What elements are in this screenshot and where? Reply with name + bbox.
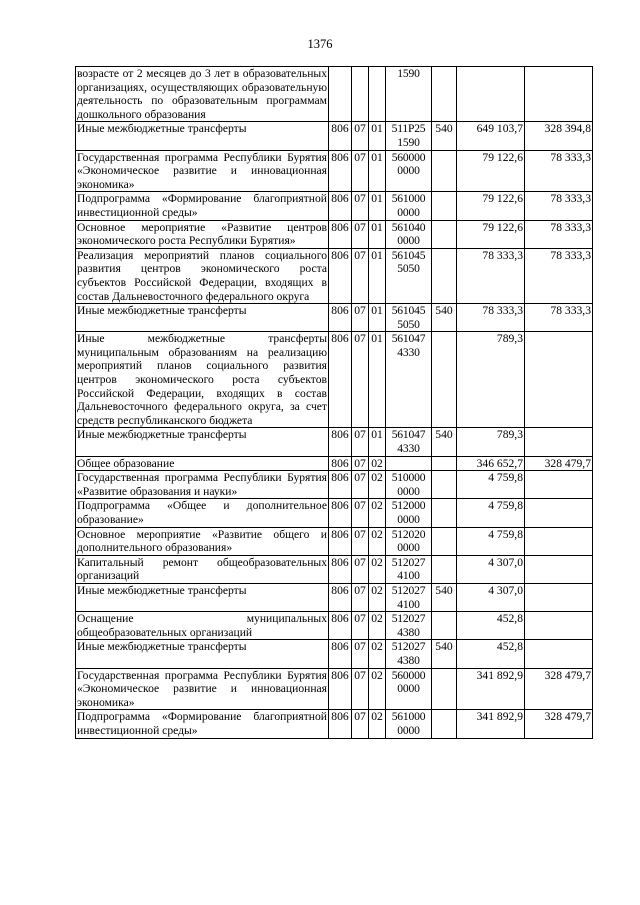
subsection-code-cell: 02 xyxy=(369,710,386,738)
subsection-code-cell: 02 xyxy=(369,456,386,471)
ved-code-cell: 806 xyxy=(329,640,352,668)
expense-type-cell: 540 xyxy=(432,428,457,456)
amount-cell: 789,3 xyxy=(457,428,525,456)
target-article-cell: 561000 0000 xyxy=(386,710,432,738)
expense-type-cell xyxy=(432,471,457,499)
row-name-cell: Основное мероприятие «Развитие центров экономического роста Республики Бурятия» xyxy=(77,220,327,248)
table-body xyxy=(76,67,593,739)
target-article-cell: 512027 4380 xyxy=(386,640,432,668)
page-number: 1376 xyxy=(307,37,333,51)
expense-type-cell xyxy=(432,150,457,192)
table-row xyxy=(76,668,593,710)
target-article-cell: 510000 0000 xyxy=(386,471,432,499)
expense-type-cell xyxy=(432,668,457,710)
ved-code-cell: 806 xyxy=(329,192,352,220)
row-name-cell: Подпрограмма «Общее и дополнительное образование» xyxy=(77,499,327,526)
table-row xyxy=(76,122,593,150)
target-article-cell: 560000 0000 xyxy=(386,150,432,192)
expense-type-cell: 540 xyxy=(432,583,457,611)
target-article-cell: 1590 xyxy=(386,67,432,122)
amount-cell-second: 328 394,8 xyxy=(525,122,593,150)
target-article-cell: 511P25 1590 xyxy=(386,122,432,150)
section-code-cell: 07 xyxy=(352,640,369,668)
ved-code-cell: 806 xyxy=(329,612,352,640)
amount-cell-second: 328 479,7 xyxy=(525,668,593,710)
amount-cell: 4 759,8 xyxy=(457,527,525,555)
subsection-code-cell: 01 xyxy=(369,428,386,456)
subsection-code-cell: 02 xyxy=(369,527,386,555)
subsection-code-cell: 01 xyxy=(369,220,386,248)
table-row xyxy=(76,527,593,555)
target-article-cell: 560000 0000 xyxy=(386,668,432,710)
section-code-cell: 07 xyxy=(352,583,369,611)
amount-cell: 452,8 xyxy=(457,612,525,640)
ved-code-cell: 806 xyxy=(329,304,352,332)
table-row xyxy=(76,456,593,471)
amount-cell: 4 759,8 xyxy=(457,471,525,499)
target-article-cell: 561045 5050 xyxy=(386,304,432,332)
amount-cell-second xyxy=(525,640,593,668)
expense-type-cell xyxy=(432,710,457,738)
section-code-cell xyxy=(352,67,369,122)
subsection-code-cell: 02 xyxy=(369,555,386,583)
section-code-cell: 07 xyxy=(352,428,369,456)
section-code-cell: 07 xyxy=(352,122,369,150)
ved-code-cell: 806 xyxy=(329,428,352,456)
ved-code-cell: 806 xyxy=(329,248,352,303)
row-name-cell: Подпрограмма «Формирование благоприятной инвестиционной среды» xyxy=(77,710,327,737)
target-article-cell: 561047 4330 xyxy=(386,332,432,428)
amount-cell-second: 78 333,3 xyxy=(525,248,593,303)
section-code-cell: 07 xyxy=(352,668,369,710)
ved-code-cell xyxy=(329,67,352,122)
target-article-cell: 512027 4100 xyxy=(386,583,432,611)
amount-cell: 789,3 xyxy=(457,332,525,428)
ved-code-cell: 806 xyxy=(329,471,352,499)
table-row xyxy=(76,332,593,428)
table-row xyxy=(76,612,593,640)
target-article-cell: 561000 0000 xyxy=(386,192,432,220)
amount-cell: 79 122,6 xyxy=(457,192,525,220)
amount-cell xyxy=(457,67,525,122)
expense-type-cell xyxy=(432,192,457,220)
subsection-code-cell xyxy=(369,67,386,122)
subsection-code-cell: 02 xyxy=(369,668,386,710)
ved-code-cell: 806 xyxy=(329,555,352,583)
amount-cell: 78 333,3 xyxy=(457,304,525,332)
amount-cell: 78 333,3 xyxy=(457,248,525,303)
ved-code-cell: 806 xyxy=(329,122,352,150)
amount-cell-second: 78 333,3 xyxy=(525,304,593,332)
table-row xyxy=(76,248,593,303)
row-name-cell: Государственная программа Республики Бурятия «Экономическое развитие и инновационная экономика» xyxy=(77,150,327,191)
ved-code-cell: 806 xyxy=(329,220,352,248)
row-name-cell: Государственная программа Республики Бурятия «Развитие образования и науки» xyxy=(77,471,327,498)
expense-type-cell xyxy=(432,248,457,303)
section-code-cell: 07 xyxy=(352,499,369,527)
target-article-cell: 512000 0000 xyxy=(386,499,432,527)
subsection-code-cell: 02 xyxy=(369,583,386,611)
ved-code-cell: 806 xyxy=(329,583,352,611)
ved-code-cell: 806 xyxy=(329,499,352,527)
row-name-cell: Иные межбюджетные трансферты xyxy=(76,583,329,611)
amount-cell: 341 892,9 xyxy=(457,710,525,738)
amount-cell-second: 78 333,3 xyxy=(525,150,593,192)
expense-type-cell xyxy=(432,612,457,640)
target-article-cell xyxy=(386,456,432,471)
amount-cell-second: 78 333,3 xyxy=(525,192,593,220)
table-row xyxy=(76,471,593,499)
amount-cell: 4 759,8 xyxy=(457,499,525,527)
table-row xyxy=(76,428,593,456)
section-code-cell: 07 xyxy=(352,150,369,192)
amount-cell-second: 328 479,7 xyxy=(525,456,593,471)
amount-cell-second xyxy=(525,67,593,122)
table-row xyxy=(76,150,593,192)
expense-type-cell xyxy=(432,555,457,583)
amount-cell-second xyxy=(525,527,593,555)
row-name-cell: Иные межбюджетные трансферты xyxy=(76,122,329,150)
subsection-code-cell: 01 xyxy=(369,248,386,303)
table-row xyxy=(76,304,593,332)
expense-type-cell: 540 xyxy=(432,304,457,332)
amount-cell: 341 892,9 xyxy=(457,668,525,710)
table-row xyxy=(76,220,593,248)
section-code-cell: 07 xyxy=(352,456,369,471)
ved-code-cell: 806 xyxy=(329,668,352,710)
target-article-cell: 561047 4330 xyxy=(386,428,432,456)
expense-type-cell xyxy=(432,67,457,122)
expense-type-cell xyxy=(432,332,457,428)
amount-cell: 79 122,6 xyxy=(457,220,525,248)
expense-type-cell xyxy=(432,220,457,248)
ved-code-cell: 806 xyxy=(329,150,352,192)
table-row xyxy=(76,583,593,611)
ved-code-cell: 806 xyxy=(329,527,352,555)
row-name-cell: Государственная программа Республики Бурятия «Экономическое развитие и инновационная экономика» xyxy=(77,668,327,709)
amount-cell-second xyxy=(525,332,593,428)
expense-type-cell xyxy=(432,527,457,555)
amount-cell-second xyxy=(525,499,593,527)
ved-code-cell: 806 xyxy=(329,332,352,428)
amount-cell-second xyxy=(525,555,593,583)
amount-cell-second xyxy=(525,471,593,499)
amount-cell: 79 122,6 xyxy=(457,150,525,192)
section-code-cell: 07 xyxy=(352,710,369,738)
amount-cell: 649 103,7 xyxy=(457,122,525,150)
expense-type-cell xyxy=(432,499,457,527)
target-article-cell: 512027 4380 xyxy=(386,612,432,640)
section-code-cell: 07 xyxy=(352,612,369,640)
subsection-code-cell: 02 xyxy=(369,640,386,668)
section-code-cell: 07 xyxy=(352,248,369,303)
row-name-cell: Основное мероприятие «Развитие общего и дополнительного образования» xyxy=(77,527,327,555)
row-name-cell: Иные межбюджетные трансферты xyxy=(76,304,329,332)
expense-type-cell: 540 xyxy=(432,122,457,150)
target-article-cell: 561040 0000 xyxy=(386,220,432,248)
budget-table xyxy=(75,66,593,739)
expense-type-cell: 540 xyxy=(432,640,457,668)
row-name-cell: Иные межбюджетные трансферты xyxy=(76,640,329,668)
amount-cell-second: 328 479,7 xyxy=(525,710,593,738)
amount-cell: 4 307,0 xyxy=(457,555,525,583)
target-article-cell: 561045 5050 xyxy=(386,248,432,303)
subsection-code-cell: 02 xyxy=(369,471,386,499)
section-code-cell: 07 xyxy=(352,304,369,332)
subsection-code-cell: 01 xyxy=(369,304,386,332)
table-row xyxy=(76,555,593,583)
amount-cell-second xyxy=(525,428,593,456)
amount-cell-second xyxy=(525,612,593,640)
subsection-code-cell: 01 xyxy=(369,332,386,428)
section-code-cell: 07 xyxy=(352,555,369,583)
row-name-cell: Подпрограмма «Формирование благоприятной инвестиционной среды» xyxy=(77,192,327,219)
table-row xyxy=(76,710,593,738)
subsection-code-cell: 02 xyxy=(369,499,386,527)
amount-cell: 4 307,0 xyxy=(457,583,525,611)
subsection-code-cell: 02 xyxy=(369,612,386,640)
target-article-cell: 512020 0000 xyxy=(386,527,432,555)
row-name-cell: Иные межбюджетные трансферты муниципальным образованиям на реализацию мероприятий планов социального развития центров экономического роста субъектов Российской Федерации, входящих в состав Дальневосточного федерального округа, за счет средств республиканского бюджета xyxy=(77,332,327,427)
table-row xyxy=(76,640,593,668)
section-code-cell: 07 xyxy=(352,220,369,248)
row-name-cell: Оснащение муниципальных общеобразовательных организаций xyxy=(77,612,327,639)
subsection-code-cell: 01 xyxy=(369,122,386,150)
row-name-cell: Реализация мероприятий планов социального развития центров экономического роста субъектов Российской Федерации, входящих в состав Дальневосточного федерального округа xyxy=(77,248,327,303)
ved-code-cell: 806 xyxy=(329,710,352,738)
row-name-cell: Общее образование xyxy=(76,456,329,471)
ved-code-cell: 806 xyxy=(329,456,352,471)
section-code-cell: 07 xyxy=(352,471,369,499)
amount-cell-second xyxy=(525,583,593,611)
subsection-code-cell: 01 xyxy=(369,150,386,192)
section-code-cell: 07 xyxy=(352,192,369,220)
table-row xyxy=(76,67,593,122)
table-row xyxy=(76,499,593,527)
subsection-code-cell: 01 xyxy=(369,192,386,220)
table-row xyxy=(76,192,593,220)
row-name-cell: возрасте от 2 месяцев до 3 лет в образовательных организациях, осуществляющих образовательную деятельность по образовательным программам дошкольного образования xyxy=(77,67,327,121)
row-name-cell: Капитальный ремонт общеобразовательных организаций xyxy=(77,555,327,583)
amount-cell: 452,8 xyxy=(457,640,525,668)
section-code-cell: 07 xyxy=(352,332,369,428)
amount-cell-second: 78 333,3 xyxy=(525,220,593,248)
expense-type-cell xyxy=(432,456,457,471)
section-code-cell: 07 xyxy=(352,527,369,555)
target-article-cell: 512027 4100 xyxy=(386,555,432,583)
amount-cell: 346 652,7 xyxy=(457,456,525,471)
row-name-cell: Иные межбюджетные трансферты xyxy=(76,428,329,456)
